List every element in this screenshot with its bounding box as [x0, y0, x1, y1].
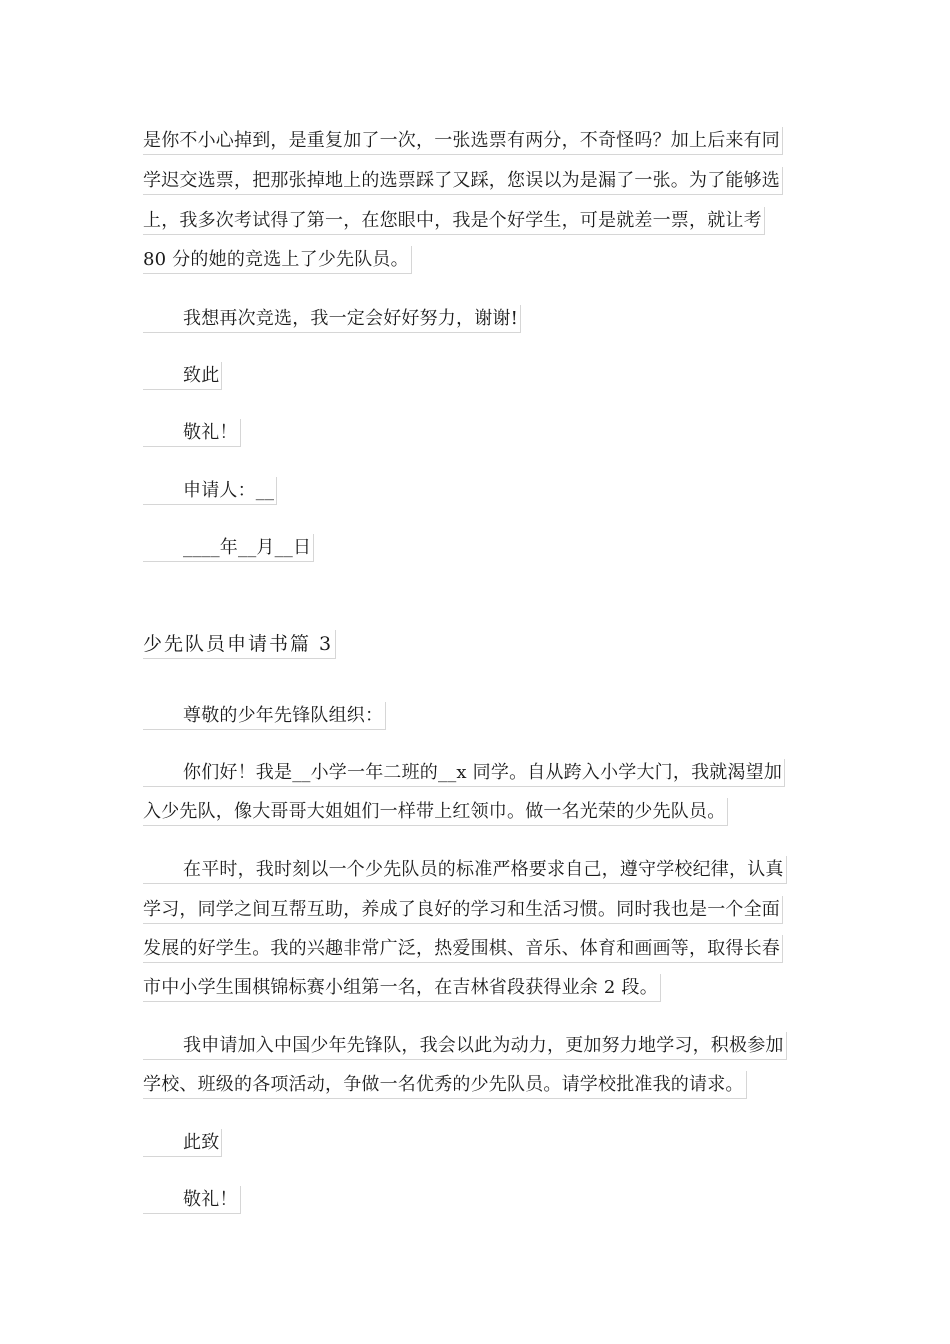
text-line: 是你不小心掉到，是重复加了一次，一张选票有两分，不奇怪吗？加上后来有同: [143, 127, 783, 155]
closing-ci-zhi: 此致: [143, 1129, 222, 1157]
text-line: 80 分的她的竞选上了少先队员。: [143, 246, 412, 274]
text-line: 市中小学生围棋锦标赛小组第一名，在吉林省段获得业余 2 段。: [143, 974, 661, 1002]
text-line: 上，我多次考试得了第一，在您眼中，我是个好学生，可是就差一票，就让考: [143, 207, 765, 235]
salutation: 尊敬的少年先锋队组织：: [143, 702, 386, 730]
text-line: 发展的好学生。我的兴趣非常广泛，热爱围棋、音乐、体育和画画等，取得长春: [143, 935, 783, 963]
closing-zhi-ci: 致此: [143, 362, 222, 390]
date-line: ____年__月__日: [143, 534, 314, 562]
applicant-line: 申请人：__: [143, 477, 277, 505]
text-line: 学习，同学之间互帮互助，养成了良好的学习和生活习惯。同时我也是一个全面: [143, 896, 783, 924]
text-line: 我申请加入中国少年先锋队，我会以此为动力，更加努力地学习，积极参加: [143, 1032, 787, 1060]
section-heading: 少先队员申请书篇 3: [143, 630, 336, 659]
text-line: 入少先队，像大哥哥大姐姐们一样带上红领巾。做一名光荣的少先队员。: [143, 798, 728, 826]
text-line: 在平时，我时刻以一个少先队员的标准严格要求自己，遵守学校纪律，认真: [143, 856, 787, 884]
closing-jing-li-2: 敬礼！: [143, 1186, 241, 1214]
paragraph-again: 我想再次竞选，我一定会好好努力，谢谢!: [143, 305, 521, 333]
text-line: 学校、班级的各项活动，争做一名优秀的少先队员。请学校批准我的请求。: [143, 1071, 747, 1099]
text-line: 学迟交选票，把那张掉地上的选票踩了又踩，您误以为是漏了一张。为了能够选: [143, 167, 783, 195]
text-line: 你们好！我是__小学一年二班的__x 同学。自从跨入小学大门，我就渴望加: [143, 759, 785, 787]
closing-jing-li: 敬礼！: [143, 419, 241, 447]
